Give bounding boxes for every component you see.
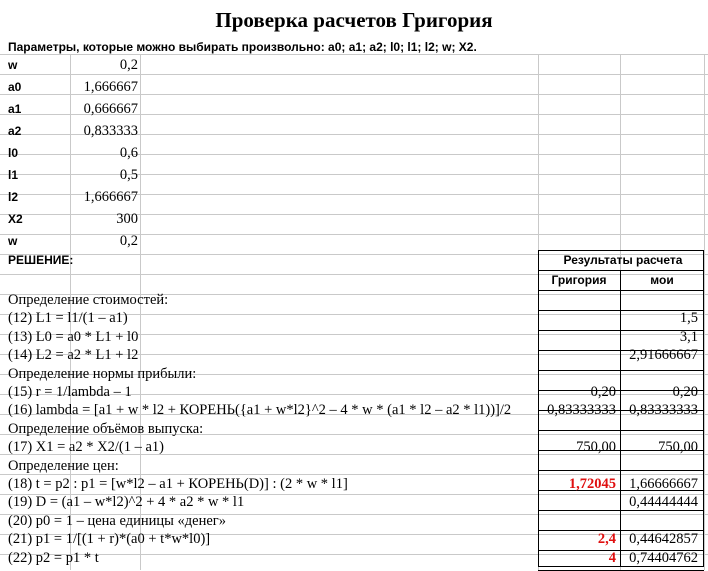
results-header[interactable]: Результаты расчета	[563, 253, 683, 267]
param-name[interactable]: l1	[8, 168, 19, 182]
result-grigory[interactable]	[540, 364, 616, 384]
result-grigory[interactable]: 2,4	[597, 531, 616, 548]
param-name[interactable]: w	[8, 234, 18, 248]
result-grigory[interactable]: 0,83333333	[547, 402, 616, 419]
row-label[interactable]: (22) p2 = p1 * t	[8, 549, 99, 566]
param-value[interactable]: 0,833333	[83, 123, 138, 139]
result-mine[interactable]: 0,44642857	[629, 531, 698, 548]
row-label[interactable]: (21) p1 = 1/[(1 + r)*(a0 + t*w*l0)]	[8, 531, 211, 548]
param-name[interactable]: l2	[8, 190, 19, 204]
param-name[interactable]: a0	[8, 80, 22, 94]
result-grigory[interactable]	[540, 419, 616, 439]
row-label[interactable]: (17) X1 = a2 * X2/(1 – a1)	[8, 439, 164, 456]
param-value[interactable]: 0,666667	[83, 101, 138, 117]
result-grigory[interactable]: 1,72045	[568, 476, 616, 492]
result-mine[interactable]: 1,66666667	[629, 476, 698, 492]
result-mine[interactable]: 1,5	[679, 310, 698, 327]
param-name[interactable]: X2	[8, 212, 23, 226]
param-name[interactable]: a2	[8, 124, 22, 138]
result-grigory[interactable]: 4	[608, 549, 616, 566]
row-label[interactable]: Определение стоимостей:	[8, 292, 169, 308]
param-value[interactable]: 1,666667	[83, 189, 138, 205]
param-name[interactable]: a1	[8, 102, 22, 116]
row-label[interactable]: (15) r = 1/lambda – 1	[8, 384, 132, 400]
row-label[interactable]: (13) L0 = a0 * L1 + l0	[8, 328, 139, 345]
result-grigory[interactable]	[540, 511, 616, 531]
result-mine[interactable]: 0,74404762	[629, 549, 698, 566]
col-grigory-header[interactable]: Григория	[551, 273, 607, 287]
col-mine-header[interactable]: мои	[650, 273, 674, 287]
param-value[interactable]: 0,6	[119, 145, 138, 161]
result-mine[interactable]: 2,91666667	[629, 347, 698, 364]
param-value[interactable]: 0,5	[119, 167, 138, 183]
param-name[interactable]: l0	[8, 146, 19, 160]
result-grigory[interactable]	[540, 492, 616, 512]
row-label[interactable]: Определение объёмов выпуска:	[8, 420, 204, 437]
result-mine[interactable]	[622, 456, 698, 476]
row-label[interactable]: (16) lambda = [a1 + w * l2 + КОРЕНЬ({a1 + w*l2}^2 – 4 * w * (a1 * l2 – a2 * l1))]/2	[8, 402, 512, 419]
row-label[interactable]: Определение нормы прибыли:	[8, 365, 197, 382]
results-border	[620, 270, 621, 566]
row-label[interactable]: (14) L2 = a2 * L1 + l2	[8, 347, 139, 364]
result-grigory[interactable]: 750,00	[576, 439, 616, 456]
param-value[interactable]: 300	[116, 211, 138, 227]
params-header[interactable]: Параметры, которые можно выбирать произвольно: a0; a1; a2; l0; l1; l2; w; X2.	[8, 40, 477, 54]
result-mine[interactable]: 0,83333333	[629, 402, 698, 419]
row-label[interactable]: (19) D = (a1 – w*l2)^2 + 4 * a2 * w * l1	[8, 494, 245, 511]
param-name[interactable]: w	[8, 58, 18, 72]
result-mine[interactable]	[622, 364, 698, 384]
result-grigory[interactable]	[540, 456, 616, 476]
results-border	[703, 250, 704, 566]
result-grigory[interactable]	[540, 290, 616, 310]
grid-vline	[704, 54, 705, 570]
sheet-title[interactable]: Проверка расчетов Григория	[215, 8, 493, 32]
result-mine[interactable]	[622, 511, 698, 531]
result-mine[interactable]: 3,1	[679, 328, 698, 345]
result-mine[interactable]	[622, 419, 698, 439]
result-mine[interactable]	[622, 290, 698, 310]
row-label[interactable]: (20) p0 = 1 – цена единицы «денег»	[8, 512, 226, 529]
result-mine[interactable]: 0,20	[672, 384, 698, 400]
param-value[interactable]: 0,2	[119, 233, 138, 249]
result-mine[interactable]: 750,00	[658, 439, 698, 456]
solution-header[interactable]: РЕШЕНИЕ:	[8, 253, 74, 267]
row-label[interactable]: (18) t = p2 : p1 = [w*l2 – a1 + КОРЕНЬ(D)] : (2 * w * l1]	[8, 476, 348, 492]
result-grigory[interactable]	[540, 345, 616, 365]
param-value[interactable]: 0,2	[119, 57, 138, 73]
result-grigory[interactable]	[540, 327, 616, 347]
row-label[interactable]: (12) L1 = l1/(1 – a1)	[8, 310, 128, 327]
result-grigory[interactable]	[540, 308, 616, 328]
row-label[interactable]: Определение цен:	[8, 457, 119, 474]
results-border	[538, 250, 539, 566]
result-mine[interactable]: 0,44444444	[629, 494, 698, 511]
result-grigory[interactable]: 0,20	[590, 384, 616, 400]
param-value[interactable]: 1,666667	[83, 79, 138, 95]
